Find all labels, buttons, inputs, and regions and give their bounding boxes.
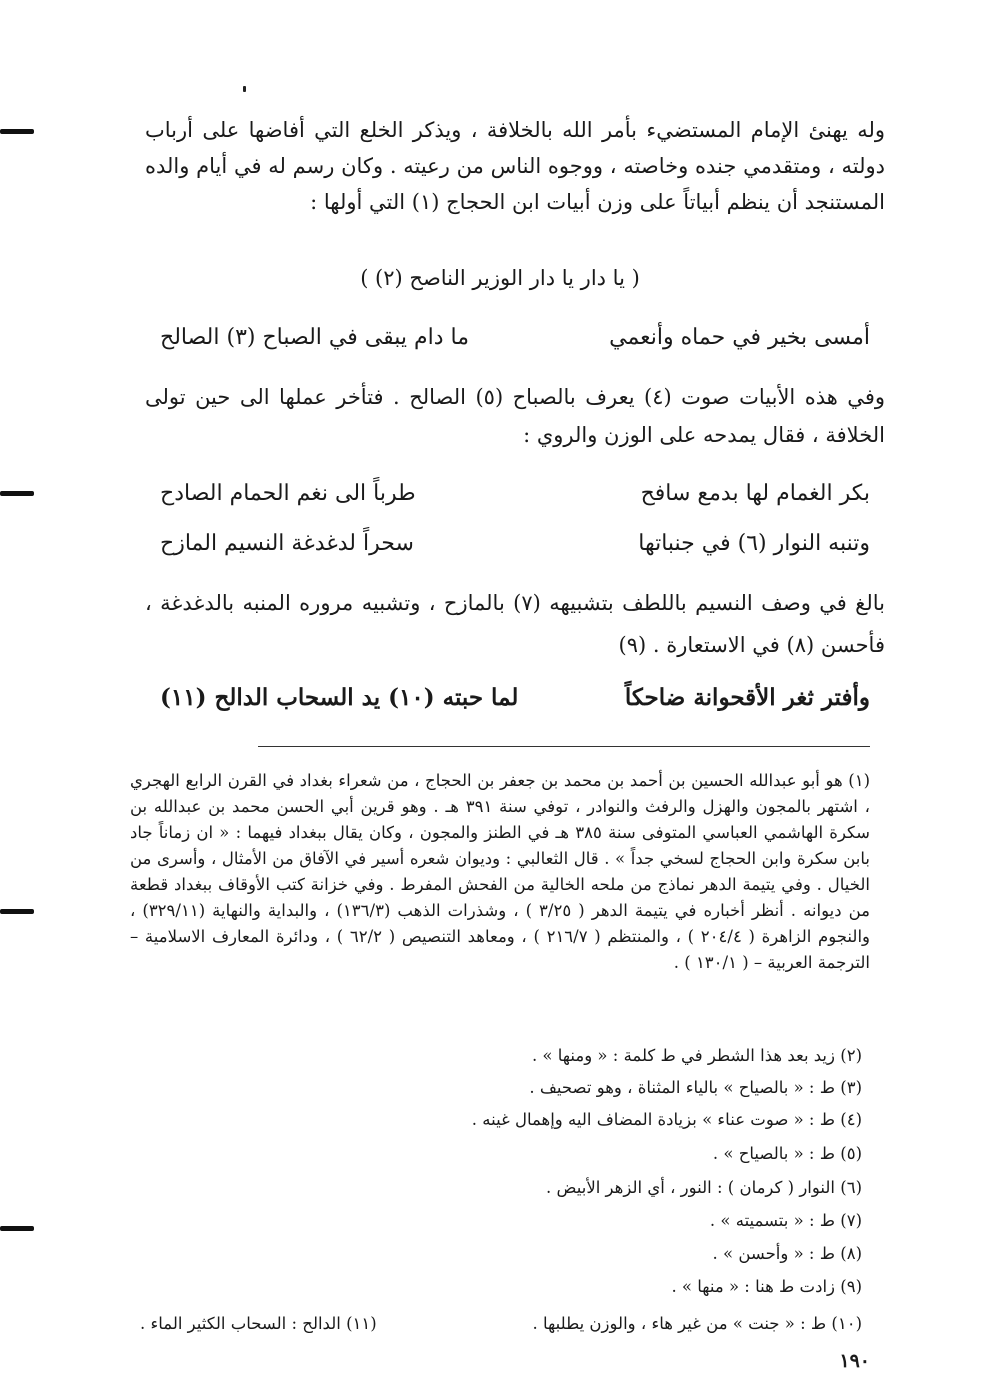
verse-hemistich-left: لما حبته (١٠) يد السحاب الدالح (١١) bbox=[160, 684, 519, 711]
verse-hemistich-left: سحراً لدغدغة النسيم المازح bbox=[160, 531, 414, 556]
verse-hemistich-right: وتنبه النوار (٦) في جنباتها bbox=[638, 531, 870, 556]
binding-mark bbox=[0, 129, 34, 134]
ink-dot bbox=[243, 86, 246, 92]
footnote-2: (٢) زيد بعد هذا الشطر في ط كلمة : « ومنها » . bbox=[531, 1046, 862, 1065]
verse-hemistich-right: وأفتر ثغر الأقحوانة ضاحكاً bbox=[624, 684, 870, 711]
verse-line bbox=[130, 481, 870, 521]
footnote-11: (١١) الدالح : السحاب الكثير الماء . bbox=[140, 1314, 377, 1333]
quoted-hemistich: ( يا دار يا دار الوزير الناصح (٢) ) bbox=[360, 266, 640, 290]
verse-line bbox=[130, 325, 870, 365]
verse-hemistich-left: ما دام يبقى في الصباح (٣) الصالح bbox=[160, 325, 469, 350]
footnote-5: (٥) ط : « بالصياح » . bbox=[712, 1144, 862, 1163]
verse-hemistich-left: طرباً الى نغم الحمام الصادح bbox=[160, 481, 416, 506]
footnote-1: (١) هو أبو عبدالله الحسين بن أحمد بن محمد بن جعفر بن الحجاج ، من شعراء بغداد في القرن الرابع الهجري ، اشتهر بالمجون والهزل والرفث والنوادر ، توفي سنة ٣٩١ هـ . وهو قرين أبي الحسن محمد بن عبدالله بن سكرة الهاشمي العباسي المتوفى سنة ٣٨٥ هـ في الطنز والمجون ، وكان يقال ببغداد فيهما : « ان زماناً جاد بابن سكرة وابن الحجاج لسخي جداً » . قال الثعالبي : وديوان شعره أسير في الآفاق من الأمثال ، وأسرى من الخيال . وفي يتيمة الدهر نماذج من ملحه الخالية من الفحش المفرط . وفي خزانة كتب الأوقاف ببغداد قطعة من ديوانه . أنظر أخباره في يتيمة الدهر ( ٣/٢٥ ) ، وشذرات الذهب (١٣٦/٣) ، والبداية والنهاية (٣٢٩/١١) ، والنجوم الزاهرة ( ٢٠٤/٤ ) ، والمنتظم ( ٢١٦/٧ ) ، ومعاهد التنصيص ( ٦٢/٢ ) ، ودائرة المعارف الاسلامية – الترجمة العربية – ( ١٣٠/١ ) . bbox=[130, 771, 870, 972]
binding-mark bbox=[0, 1226, 34, 1231]
footnote-7: (٧) ط : « بتسميته » . bbox=[709, 1211, 862, 1230]
footnote-8: (٨) ط : « وأحسن » . bbox=[712, 1244, 862, 1263]
verse-hemistich-right: أمسى بخير في حماه وأنعمي bbox=[609, 325, 870, 350]
footnote-6: (٦) النوار ( كرمان ) : النور ، أي الزهر الأبيض . bbox=[546, 1178, 862, 1197]
intro-paragraph: وله يهنئ الإمام المستضيء بأمر الله بالخلافة ، ويذكر الخلع التي أفاضها على أرباب دولته ، ومتقدمي جنده وخاصته ، ووجوه الناس من رعيته . وكان رسم له في أيام والده المستنجد أن ينظم أبياتاً على وزن أبيات ابن الحجاج (١) التي أولها : bbox=[145, 118, 885, 214]
binding-mark bbox=[0, 909, 34, 914]
footnote-4: (٤) ط : « صوت عناء » بزيادة المضاف اليه وإهمال غينه . bbox=[471, 1110, 862, 1129]
verse-hemistich-right: بكر الغمام لها بدمع سافح bbox=[640, 481, 870, 506]
verse-line bbox=[130, 531, 870, 571]
footnote-10: (١٠) ط : « جنت » من غير هاء ، والوزن يطلبها . bbox=[532, 1314, 862, 1333]
commentary-paragraph: بالغ في وصف النسيم باللطف بتشبيهه (٧) بالمازح ، وتشبيه مروره المنبه بالدغدغة ، فأحسن (٨) في الاستعارة . (٩) bbox=[145, 591, 885, 657]
commentary-paragraph: وفي هذه الأبيات صوت (٤) يعرف بالصباح (٥) الصالح . فتأخر عملها الى حين تولى الخلافة ، فقال يمدحه على الوزن والروي : bbox=[145, 385, 885, 447]
footnote-3: (٣) ط : « بالصياح » بالياء المثناة ، وهو تصحيف . bbox=[529, 1078, 862, 1097]
footnote-divider bbox=[258, 746, 870, 747]
page-number: ١٩٠ bbox=[839, 1350, 870, 1372]
footnote-9: (٩) زادت ط هنا : « منها » . bbox=[671, 1277, 862, 1296]
binding-mark bbox=[0, 491, 34, 496]
verse-line bbox=[130, 684, 870, 724]
